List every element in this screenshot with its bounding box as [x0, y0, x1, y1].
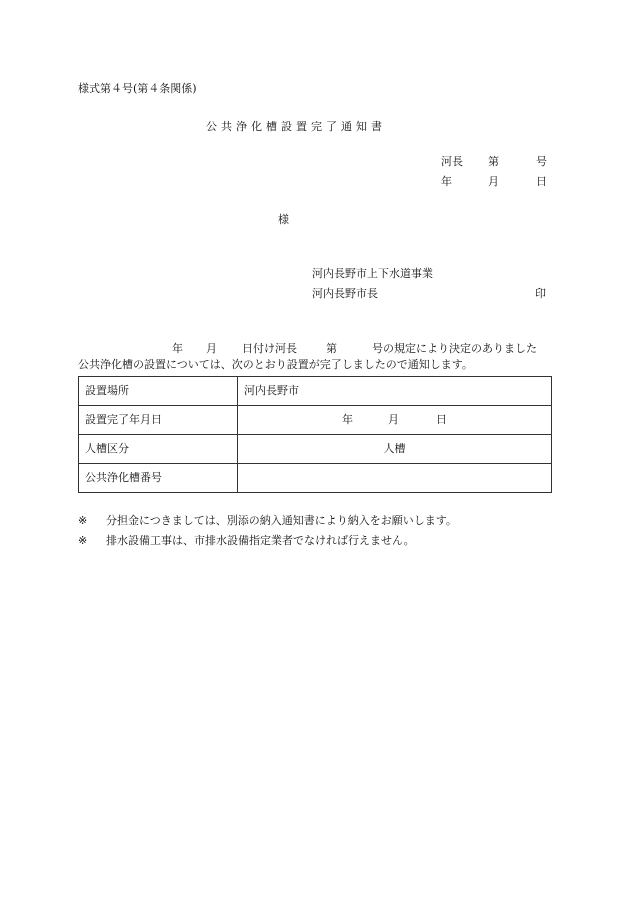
value-capacity-class: 人槽: [238, 435, 552, 464]
note-1-mark: ※: [78, 514, 88, 527]
body-line2: 公共浄化槽の設置については、次のとおり設置が完了しましたので通知します。: [78, 358, 473, 371]
label-tank-number: 公共浄化槽番号: [79, 464, 238, 493]
completion-day: 日: [436, 413, 447, 426]
value-completion-date: [238, 406, 552, 435]
ref-kawacho: 河長: [441, 155, 463, 168]
table-row: [79, 435, 552, 464]
table-row: [79, 377, 552, 406]
date-month: 月: [488, 175, 499, 188]
completion-year: 年: [342, 413, 353, 426]
note-1-text: 分担金につきましては、別添の納入通知書により納入をお願いします。: [106, 514, 457, 527]
table-row: [79, 464, 552, 493]
date-day: 日: [536, 175, 547, 188]
value-install-location: 河内長野市: [238, 377, 552, 406]
note-2-text: 排水設備工事は、市排水設備指定業者でなければ行えません。: [106, 534, 415, 547]
ref-dai: 第: [488, 155, 499, 168]
form-number: 様式第４号(第４条関係): [78, 82, 197, 95]
info-table: [78, 376, 552, 493]
note-2-mark: ※: [78, 534, 88, 547]
sender-line2: 河内長野市長: [312, 287, 378, 300]
body-year: 年: [172, 342, 183, 355]
body-dai: 第: [326, 342, 337, 355]
completion-month: 月: [388, 413, 399, 426]
recipient-honorific: 様: [278, 213, 289, 226]
seal-mark: 印: [535, 287, 546, 300]
label-install-location: 設置場所: [79, 377, 238, 406]
table-row: [79, 406, 552, 435]
label-completion-date: 設置完了年月日: [79, 406, 238, 435]
sender-line1: 河内長野市上下水道事業: [312, 267, 433, 280]
body-dated-kawacho: 日付け河長: [242, 342, 297, 355]
document-title: 公共浄化槽設置完了通知書: [206, 120, 386, 133]
value-tank-number: [238, 464, 552, 493]
body-line1-rest: 号の規定により決定のありました: [372, 342, 537, 355]
ref-go: 号: [536, 155, 547, 168]
body-month: 月: [206, 342, 217, 355]
label-capacity-class: 人槽区分: [79, 435, 238, 464]
date-year: 年: [441, 175, 452, 188]
